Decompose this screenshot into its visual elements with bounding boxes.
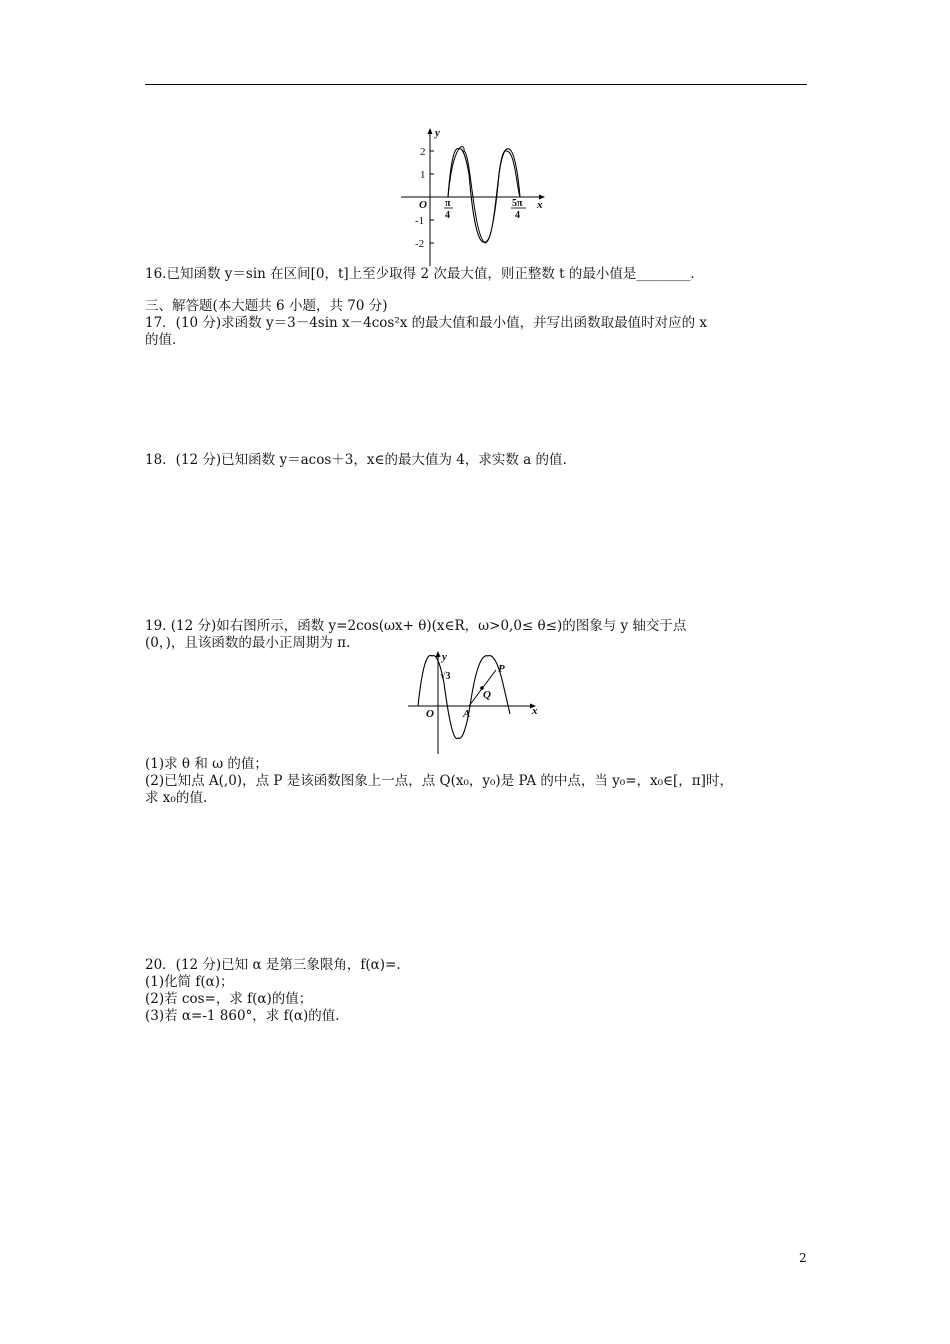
question-16: 16.已知函数 y＝sin 在区间[0，t]上至少取得 2 次最大值，则正整数 t 的最小值是________． xyxy=(145,266,704,282)
question-20-line1: 20．(12 分)已知 α 是第三象限角，f(α)=. xyxy=(145,957,401,973)
x-axis-label: x xyxy=(532,705,538,717)
origin-label: O xyxy=(426,708,434,720)
question-19-part2-line2: 求 x₀的值. xyxy=(145,790,208,806)
page-number: 2 xyxy=(799,1251,807,1265)
point-q-label: Q xyxy=(483,689,491,701)
y-axis-label: y xyxy=(442,651,447,663)
y-tick-1: 1 xyxy=(420,169,426,181)
question-20-part3: (3)若 α=-1 860°，求 f(α)的值. xyxy=(145,1008,340,1024)
question-20-part1: (1)化简 f(α)； xyxy=(145,974,234,990)
x-axis-label: x xyxy=(537,199,543,211)
question-18: 18．(12 分)已知函数 y＝acos＋3，x∈的最大值为 4，求实数 a 的值. xyxy=(145,452,567,468)
sine-graph-figure xyxy=(395,124,555,269)
x-tick-pi-over-4-den: 4 xyxy=(445,210,450,221)
question-17-line1: 17．(10 分)求函数 y＝3－4sin x－4cos²x 的最大值和最小值，并写出函数取最值时对应的 x xyxy=(145,315,708,331)
y-axis-arrow xyxy=(428,128,433,134)
cosine-curve xyxy=(418,655,510,738)
point-a-label: A xyxy=(463,708,471,720)
cosine-graph-figure xyxy=(402,648,547,758)
question-17-line2: 的值. xyxy=(145,332,177,348)
y-tick-2: 2 xyxy=(420,146,426,158)
point-p-label: P xyxy=(498,663,505,675)
x-tick-5pi-over-4-den: 4 xyxy=(515,210,520,221)
question-19-part1: (1)求 θ 和 ω 的值； xyxy=(145,756,268,772)
question-19-line1: 19. (12 分)如右图所示，函数 y=2cos(ωx+ θ)(x∈R，ω>0,0≤ θ≤)的图象与 y 轴交于点 xyxy=(145,618,687,634)
y-axis-label: y xyxy=(435,127,440,139)
header-rule xyxy=(145,84,807,85)
y-tick-neg1: -1 xyxy=(415,215,425,227)
x-tick-pi-over-4-num: π xyxy=(445,198,451,209)
question-20-part2: (2)若 cos=，求 f(α)的值； xyxy=(145,991,313,1007)
sqrt3-label: √3 xyxy=(440,671,451,682)
sine-curve xyxy=(448,147,520,243)
y-axis-arrow xyxy=(436,651,441,657)
section-3-heading: 三、解答题(本大题共 6 小题，共 70 分) xyxy=(145,298,388,314)
x-tick-5pi-over-4-num: 5π xyxy=(512,198,523,209)
y-tick-neg2: -2 xyxy=(415,238,425,250)
question-19-part2-line1: (2)已知点 A(,0)，点 P 是该函数图象上一点，点 Q(x₀，y₀)是 PA 的中点，当 y₀=，x₀∈[，π]时， xyxy=(145,773,733,789)
origin-label: O xyxy=(419,199,427,211)
question-19-line2: (0，)，且该函数的最小正周期为 π. xyxy=(145,635,351,651)
